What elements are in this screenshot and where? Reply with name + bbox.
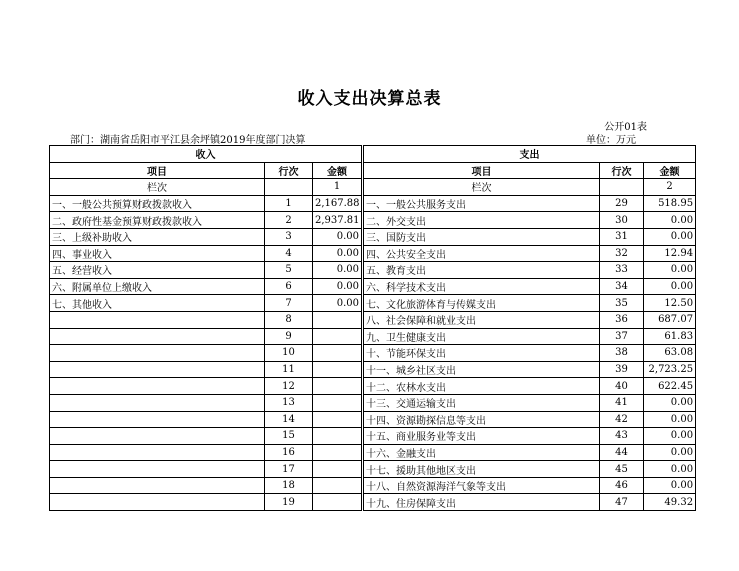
- income-line-cell: 13: [265, 394, 313, 411]
- expense-item-cell: 十三、交通运输支出: [363, 394, 600, 411]
- income-amount-cell: [313, 477, 363, 494]
- income-item-cell: [50, 428, 265, 445]
- income-amount-cell: 0.00: [313, 295, 363, 312]
- page-title: 收入支出决算总表: [297, 89, 442, 109]
- expense-item-cell: 十二、农林水支出: [363, 378, 600, 395]
- income-amount-cell: [313, 311, 363, 328]
- income-line-cell: 16: [265, 444, 313, 461]
- income-line-cell: 18: [265, 477, 313, 494]
- expense-item-cell: 十七、援助其他地区支出: [363, 461, 600, 478]
- income-amount-cell: [313, 328, 363, 345]
- income-item-cell: [50, 311, 265, 328]
- expense-line-cell: 37: [600, 328, 644, 345]
- expense-item-cell: 五、教育支出: [363, 262, 600, 279]
- expense-item-cell: 十五、商业服务业等支出: [363, 428, 600, 445]
- expense-item-cell: 八、社会保障和就业支出: [363, 311, 600, 328]
- income-item-cell: [50, 378, 265, 395]
- expense-amount-cell: 2,723.25: [644, 361, 696, 378]
- income-amount-cell: 2,167.88: [313, 195, 363, 212]
- income-amount-cell: [313, 494, 363, 511]
- table-row: [50, 195, 696, 212]
- expense-item-cell: 十、节能环保支出: [363, 345, 600, 362]
- income-amount-cell: 2,937.81: [313, 212, 363, 229]
- expense-line-cell: 40: [600, 378, 644, 395]
- table-row: [50, 345, 696, 362]
- expense-amount-cell: 0.00: [644, 394, 696, 411]
- expense-line-cell: 35: [600, 295, 644, 312]
- income-item-cell: [50, 494, 265, 511]
- income-amount-cell: 0.00: [313, 262, 363, 279]
- table-row: [50, 262, 696, 279]
- table-row: [50, 378, 696, 395]
- expense-line-cell: 30: [600, 212, 644, 229]
- income-item-header: 项目: [50, 162, 265, 179]
- expense-item-cell: 九、卫生健康支出: [363, 328, 600, 345]
- income-item-cell: [50, 411, 265, 428]
- expense-amount-cell: 622.45: [644, 378, 696, 395]
- expense-line-cell: 43: [600, 428, 644, 445]
- income-item-cell: 五、经营收入: [50, 262, 265, 279]
- table-row: [50, 295, 696, 312]
- table-row: [50, 394, 696, 411]
- income-line-cell: 3: [265, 228, 313, 245]
- table-row: [50, 461, 696, 478]
- expense-amount-cell: 0.00: [644, 444, 696, 461]
- expense-line-cell: 32: [600, 245, 644, 262]
- income-line-cell: 7: [265, 295, 313, 312]
- income-line-cell: 6: [265, 278, 313, 295]
- expense-col-blank: [600, 179, 644, 196]
- income-line-cell: 2: [265, 212, 313, 229]
- expense-amount-cell: 0.00: [644, 262, 696, 279]
- income-item-cell: 三、上级补助收入: [50, 228, 265, 245]
- table-row: [50, 444, 696, 461]
- expense-line-cell: 47: [600, 494, 644, 511]
- expense-item-cell: 七、文化旅游体育与传媒支出: [363, 295, 600, 312]
- income-col-blank: [265, 179, 313, 196]
- expense-line-cell: 31: [600, 228, 644, 245]
- expense-line-header: 行次: [600, 162, 644, 179]
- expense-line-cell: 38: [600, 345, 644, 362]
- table-row: [50, 477, 696, 494]
- income-line-cell: 12: [265, 378, 313, 395]
- income-item-cell: [50, 461, 265, 478]
- column-header-row: [50, 162, 696, 179]
- income-amount-cell: [313, 461, 363, 478]
- income-amount-header: 金额: [313, 162, 363, 179]
- column-number-row: [50, 179, 696, 196]
- income-amount-cell: [313, 428, 363, 445]
- expense-amount-cell: 12.50: [644, 295, 696, 312]
- table-row: [50, 311, 696, 328]
- expense-amount-cell: 0.00: [644, 461, 696, 478]
- income-item-cell: [50, 361, 265, 378]
- income-line-cell: 14: [265, 411, 313, 428]
- income-item-cell: [50, 477, 265, 494]
- expense-line-cell: 29: [600, 195, 644, 212]
- unit-label: 单位：万元: [586, 135, 636, 146]
- income-line-cell: 4: [265, 245, 313, 262]
- income-amount-cell: [313, 444, 363, 461]
- expense-amount-cell: 0.00: [644, 411, 696, 428]
- expense-item-cell: 十四、资源勘探信息等支出: [363, 411, 600, 428]
- table-row: [50, 228, 696, 245]
- income-amount-cell: [313, 378, 363, 395]
- expense-amount-cell: 49.32: [644, 494, 696, 511]
- expense-item-cell: 四、公共安全支出: [363, 245, 600, 262]
- income-item-cell: [50, 328, 265, 345]
- expense-item-cell: 六、科学技术支出: [363, 278, 600, 295]
- section-header-row: [50, 146, 696, 163]
- expense-line-cell: 39: [600, 361, 644, 378]
- table-row: [50, 361, 696, 378]
- expense-amount-cell: 0.00: [644, 428, 696, 445]
- expense-amount-cell: 61.83: [644, 328, 696, 345]
- expense-amount-cell: 0.00: [644, 278, 696, 295]
- expense-amount-cell: 12.94: [644, 245, 696, 262]
- expense-item-cell: 一、一般公共服务支出: [363, 195, 600, 212]
- expense-item-cell: 十一、城乡社区支出: [363, 361, 600, 378]
- income-amount-cell: 0.00: [313, 245, 363, 262]
- income-col-number: 1: [313, 179, 363, 196]
- income-line-cell: 10: [265, 345, 313, 362]
- expense-amount-cell: 0.00: [644, 212, 696, 229]
- expense-header: 支出: [363, 146, 696, 163]
- expense-line-cell: 42: [600, 411, 644, 428]
- income-expense-table: [49, 145, 696, 511]
- expense-item-cell: 二、外交支出: [363, 212, 600, 229]
- income-line-cell: 9: [265, 328, 313, 345]
- income-amount-cell: 0.00: [313, 228, 363, 245]
- department-label: 部门：湖南省岳阳市平江县余坪镇2019年度部门决算: [70, 135, 306, 146]
- income-item-cell: [50, 444, 265, 461]
- expense-col-label: 栏次: [363, 179, 600, 196]
- income-item-cell: 二、政府性基金预算财政拨款收入: [50, 212, 265, 229]
- income-line-cell: 17: [265, 461, 313, 478]
- expense-item-cell: 十八、自然资源海洋气象等支出: [363, 477, 600, 494]
- expense-line-cell: 46: [600, 477, 644, 494]
- income-line-cell: 5: [265, 262, 313, 279]
- expense-line-cell: 36: [600, 311, 644, 328]
- expense-amount-header: 金额: [644, 162, 696, 179]
- expense-amount-cell: 0.00: [644, 477, 696, 494]
- expense-amount-cell: 0.00: [644, 228, 696, 245]
- expense-item-cell: 十六、金融支出: [363, 444, 600, 461]
- table-row: [50, 494, 696, 511]
- table-row: [50, 278, 696, 295]
- income-item-cell: 一、一般公共预算财政拨款收入: [50, 195, 265, 212]
- table-row: [50, 411, 696, 428]
- expense-line-cell: 41: [600, 394, 644, 411]
- income-item-cell: 四、事业收入: [50, 245, 265, 262]
- expense-amount-cell: 518.95: [644, 195, 696, 212]
- expense-line-cell: 45: [600, 461, 644, 478]
- expense-line-cell: 34: [600, 278, 644, 295]
- expense-item-cell: 十九、住房保障支出: [363, 494, 600, 511]
- income-amount-cell: [313, 345, 363, 362]
- income-line-cell: 1: [265, 195, 313, 212]
- income-header: 收入: [50, 146, 363, 163]
- expense-line-cell: 44: [600, 444, 644, 461]
- income-line-cell: 19: [265, 494, 313, 511]
- table-body: [50, 195, 696, 510]
- table-row: [50, 428, 696, 445]
- expense-item-cell: 三、国防支出: [363, 228, 600, 245]
- expense-col-number: 2: [644, 179, 696, 196]
- income-item-cell: 六、附属单位上缴收入: [50, 278, 265, 295]
- table-row: [50, 212, 696, 229]
- expense-amount-cell: 63.08: [644, 345, 696, 362]
- income-col-label: 栏次: [50, 179, 265, 196]
- income-amount-cell: [313, 361, 363, 378]
- income-item-cell: [50, 345, 265, 362]
- income-amount-cell: 0.00: [313, 278, 363, 295]
- income-amount-cell: [313, 394, 363, 411]
- income-item-cell: [50, 394, 265, 411]
- expense-line-cell: 33: [600, 262, 644, 279]
- table-row: [50, 328, 696, 345]
- expense-amount-cell: 687.07: [644, 311, 696, 328]
- table-row: [50, 245, 696, 262]
- expense-item-header: 项目: [363, 162, 600, 179]
- income-line-header: 行次: [265, 162, 313, 179]
- income-line-cell: 8: [265, 311, 313, 328]
- income-item-cell: 七、其他收入: [50, 295, 265, 312]
- form-code: 公开01表: [604, 122, 647, 133]
- income-line-cell: 11: [265, 361, 313, 378]
- income-line-cell: 15: [265, 428, 313, 445]
- income-amount-cell: [313, 411, 363, 428]
